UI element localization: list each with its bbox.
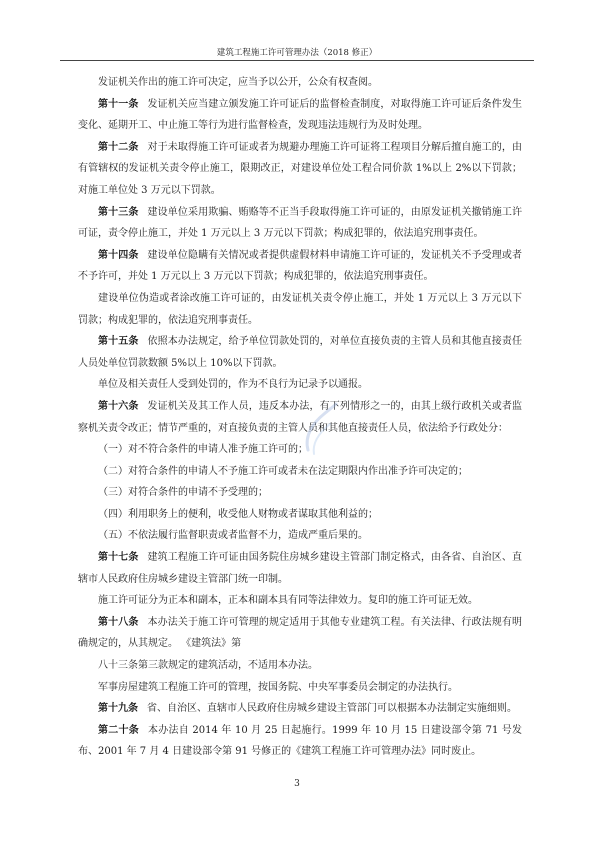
body-text — [78, 72, 522, 763]
article-number: 第十五条 — [98, 336, 139, 348]
header-rule — [60, 60, 534, 61]
article-number: 第十四条 — [98, 249, 139, 261]
page-number: 3 — [294, 779, 300, 789]
paragraph: 单位及相关责任人受到处罚的，作为不良行为记录予以通报。 — [98, 379, 368, 391]
article-text: 本办法关于施工许可管理的规定适用于其他专业建筑工程。有关法律、行政法规有明确规定的，从其规定。 《建筑法》第 — [78, 616, 522, 650]
running-header: 建筑工程施工许可管理办法（2018 修正） — [216, 48, 378, 58]
article-number: 第二十条 — [98, 724, 139, 736]
list-item: （五）不依法履行监督职责或者监督不力，造成严重后果的。 — [98, 530, 368, 542]
article-14 — [78, 245, 522, 288]
article-number: 第十一条 — [98, 98, 139, 110]
list-item: （四）利用职务上的便利，收受他人财物或者谋取其他利益的； — [98, 508, 378, 520]
article-text: 依照本办法规定，给予单位罚款处罚的，对单位直接负责的主管人员和其他直接责任人员处单位罚款数额 5%以上 10%以下罚款。 — [78, 336, 522, 369]
article-number: 第十九条 — [98, 703, 138, 715]
article-text: 本办法自 2014 年 10 月 25 日起施行。1999 年 10 月 15 日建设部令第 71 号发布、2001 年 7 月 4 日建设部令第 91 号修正的《建筑工程施工许可管理办法》同时废止。 — [78, 724, 522, 758]
list-item: （三）对符合条件的申请不予受理的； — [98, 487, 268, 499]
article-18 — [78, 612, 522, 655]
article-20 — [78, 720, 522, 763]
list-item: （一）对不符合条件的申请人准予施工许可的； — [98, 444, 308, 456]
article-13 — [78, 202, 522, 245]
paragraph: 八十三条第三款规定的建筑活动，不适用本办法。 — [98, 660, 318, 672]
article-text: 发证机关应当建立颁发施工许可证后的监督检查制度，对取得施工许可证后条件发生变化、延期开工、中止施工等行为进行监督检查，发现违法违规行为及时处理。 — [78, 98, 522, 132]
article-text: 对于未取得施工许可证或者为规避办理施工许可证将工程项目分解后擅自施工的，由有管辖权的发证机关责令停止施工，限期改正，对建设单位处工程合同价款 1%以上 2%以下罚款；对施工单位处 3 万元以下罚款。 — [78, 141, 522, 196]
article-text: 建筑工程施工许可证由国务院住房城乡建设主管部门制定格式，由各省、自治区、直辖市人民政府住房城乡建设主管部门统一印制。 — [78, 552, 522, 585]
article-number: 第十六条 — [98, 400, 139, 412]
article-number: 第十七条 — [98, 552, 139, 564]
paragraph: 军事房屋建筑工程施工许可的管理，按国务院、中央军事委员会制定的办法执行。 — [98, 681, 458, 693]
article-15 — [78, 331, 522, 374]
article-number: 第十三条 — [98, 206, 139, 218]
article-number: 第十八条 — [98, 616, 139, 628]
article-11 — [78, 94, 522, 137]
article-17 — [78, 547, 522, 590]
article-text: 建设单位采用欺骗、贿赂等不正当手段取得施工许可证的，由原发证机关撤销施工许可证，责令停止施工，并处 1 万元以上 3 万元以下罚款；构成犯罪的，依法追究刑事责任。 — [78, 206, 522, 240]
article-text: 省、自治区、直辖市人民政府住房城乡建设主管部门可以根据本办法制定实施细则。 — [147, 703, 517, 715]
article-19 — [78, 698, 522, 720]
article-16 — [78, 396, 522, 439]
paragraph: 发证机关作出的施工许可决定，应当予以公开，公众有权查阅。 — [98, 77, 378, 88]
article-text: 发证机关及其工作人员，违反本办法，有下列情形之一的，由其上级行政机关或者监察机关责令改正；情节严重的，对直接负责的主管人员和其他直接责任人员，依法给予行政处分： — [78, 400, 522, 434]
paragraph: 建设单位伪造或者涂改施工许可证的，由发证机关责令停止施工，并处 1 万元以上 3 万元以下罚款；构成犯罪的，依法追究刑事责任。 — [78, 292, 522, 326]
list-item: （二）对符合条件的申请人不予施工许可或者未在法定期限内作出准予许可决定的； — [98, 465, 468, 477]
paragraph: 施工许可证分为正本和副本，正本和副本具有同等法律效力。复印的施工许可证无效。 — [98, 595, 478, 607]
article-12 — [78, 137, 522, 202]
article-text: 建设单位隐瞒有关情况或者提供虚假材料申请施工许可证的，发证机关不予受理或者不予许可，并处 1 万元以上 3 万元以下罚款；构成犯罪的，依法追究刑事责任。 — [78, 249, 522, 283]
article-number: 第十二条 — [98, 141, 139, 153]
